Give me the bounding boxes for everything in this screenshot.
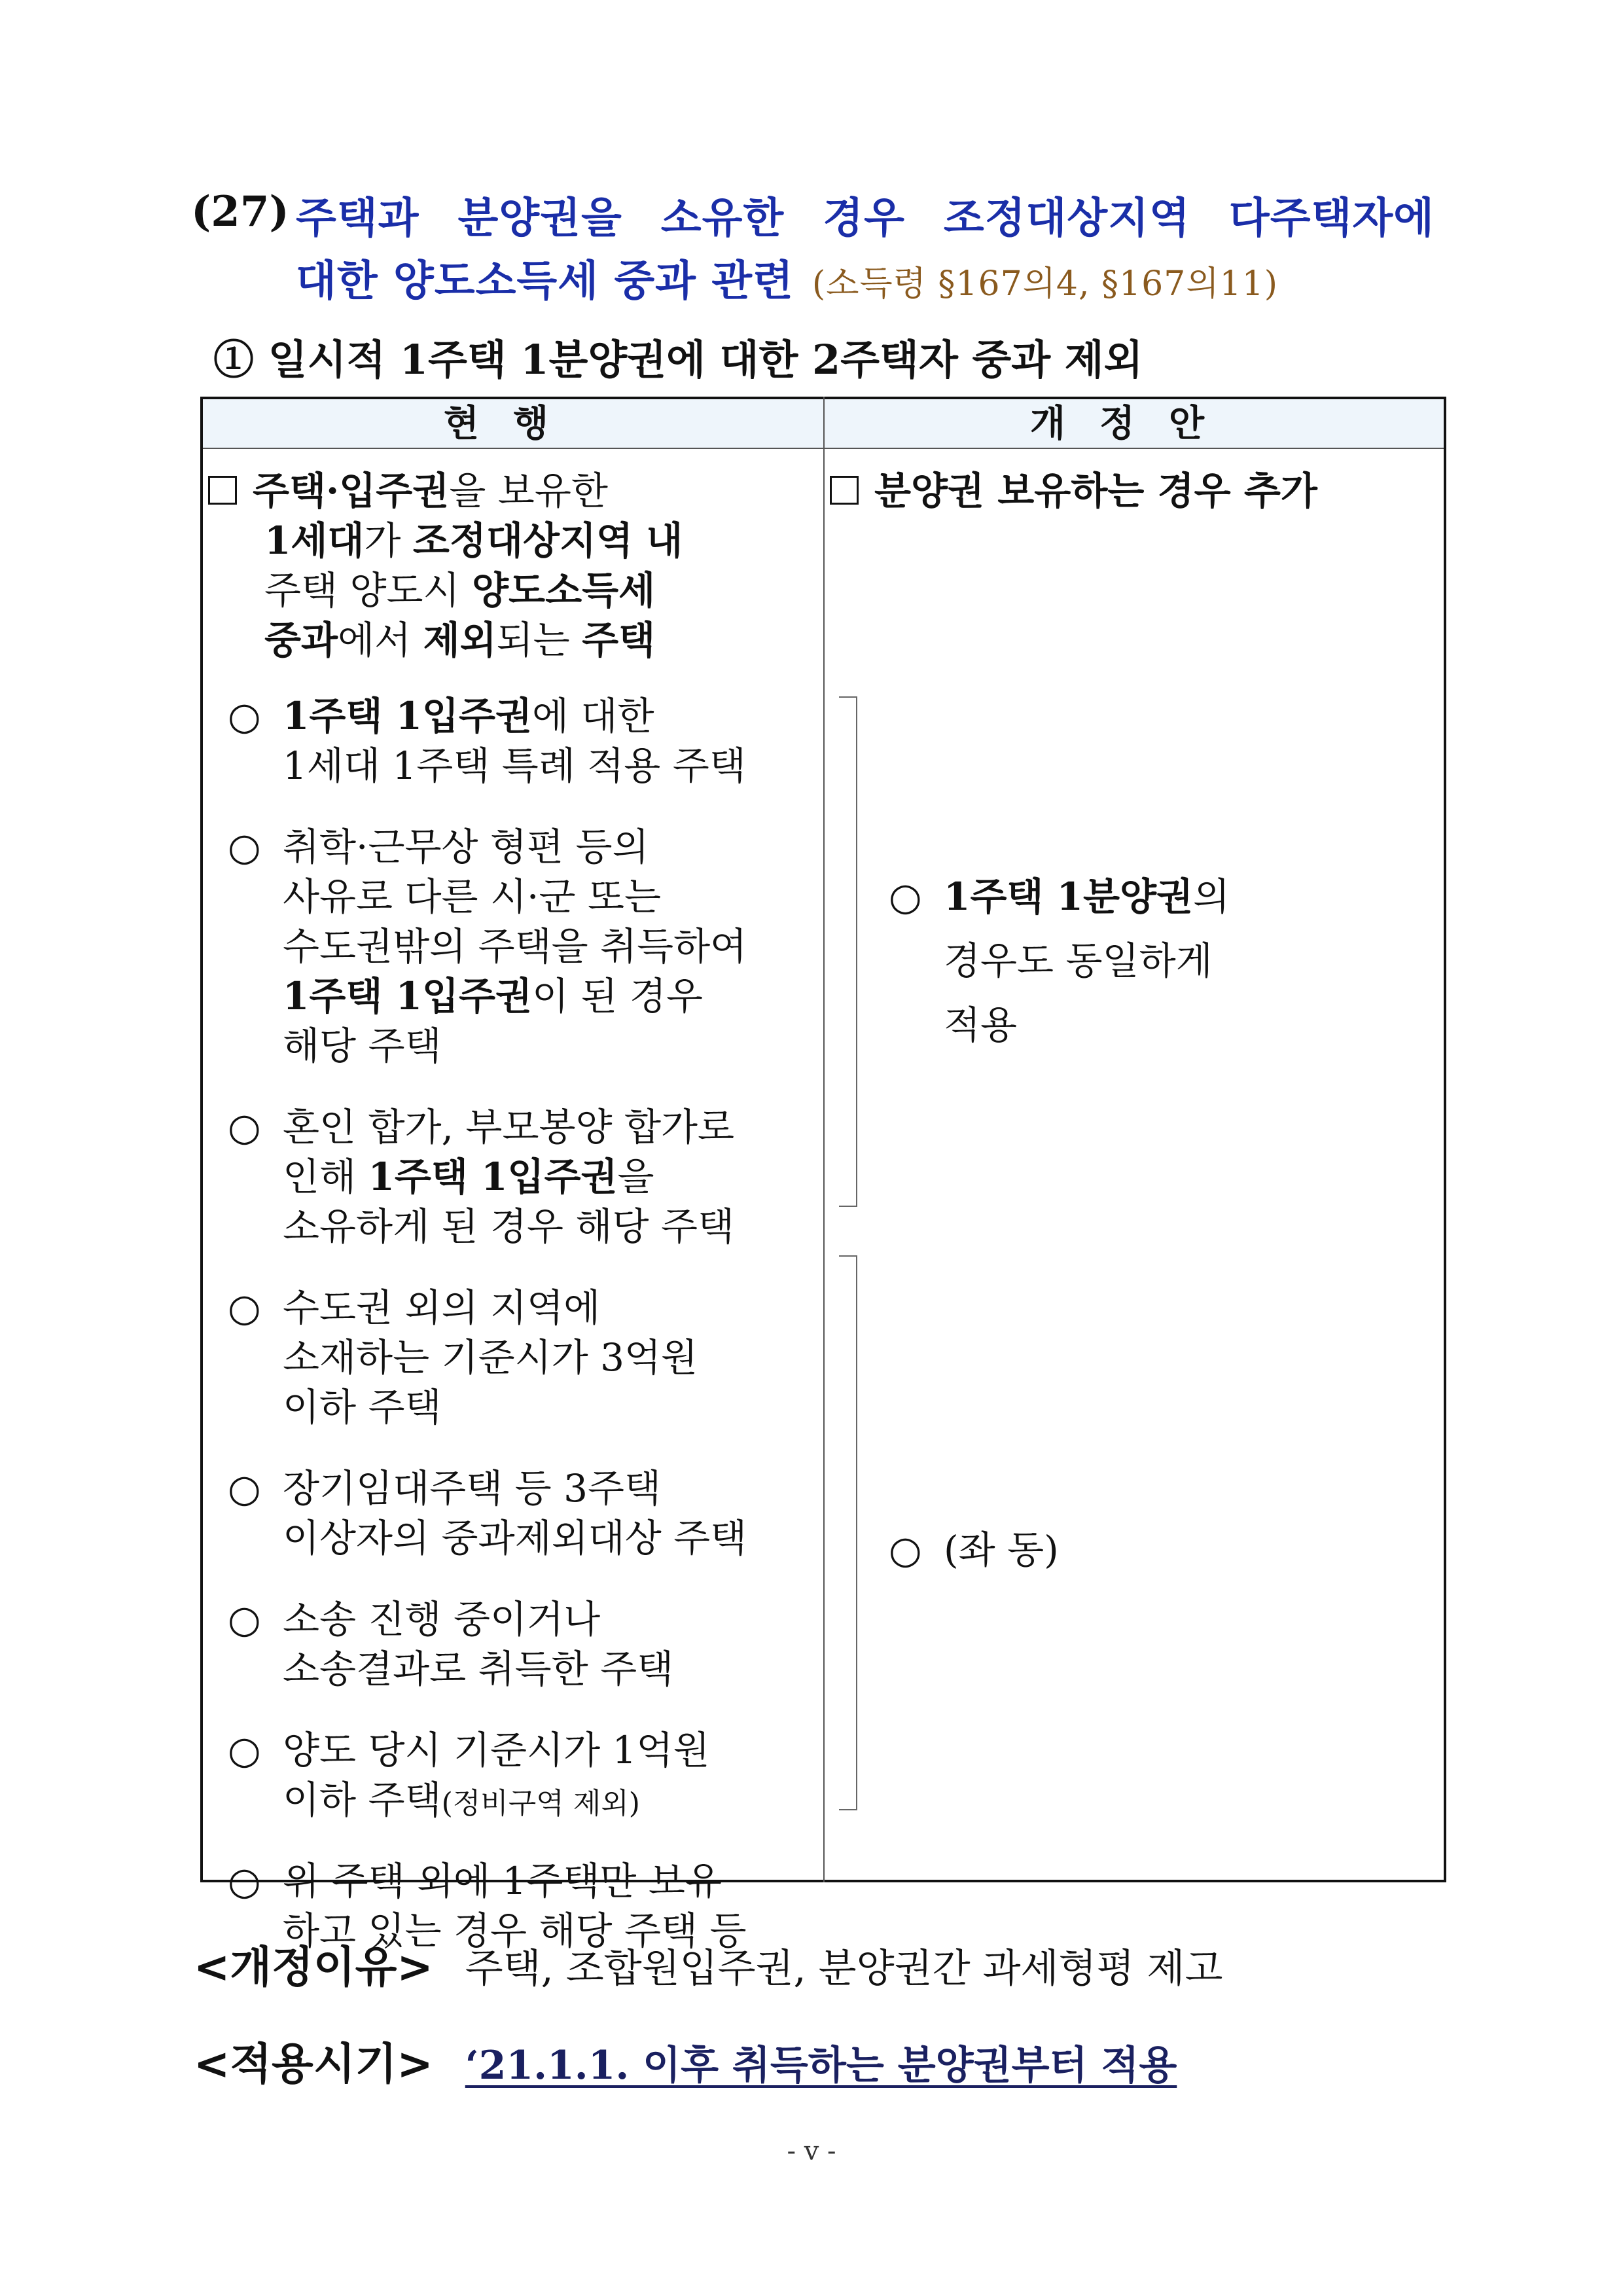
reason-label: <개정이유> [194, 1942, 433, 1992]
current-item-line [228, 1021, 747, 1071]
revised-intro-text: 분양권 보유하는 경우 추가 [874, 469, 1317, 513]
bold-text: 주택 [582, 618, 656, 662]
current-item-line [228, 1102, 734, 1152]
checkbox-icon [208, 476, 237, 505]
header-current: 현행 [443, 402, 583, 445]
current-item-line [228, 1775, 710, 1829]
current-item-line [228, 1594, 673, 1644]
reason-text: 주택, 조합원입주권, 분양권간 과세형평 제고 [465, 1946, 1223, 1992]
section-number: (27) [191, 187, 289, 236]
text-segment: 수도권밖의 주택을 취득하여 [283, 924, 747, 969]
text-segment: 사유로 다른 시·군 또는 [283, 874, 661, 919]
current-item-line [228, 1513, 747, 1563]
current-item-line [228, 1333, 698, 1382]
current-item-line [228, 971, 747, 1021]
text-segment: 에서 [338, 618, 423, 662]
current-item [228, 822, 747, 1071]
bullet-icon: ○ [228, 1285, 261, 1330]
text-segment: 되는 [496, 618, 582, 662]
text-segment: 을 [617, 1155, 654, 1199]
bold-text: 1세대 [264, 518, 365, 563]
text-segment: 소송 진행 중이거나 [283, 1597, 601, 1641]
section-title-line2 [296, 247, 1278, 308]
bullet-icon: ○ [889, 874, 922, 919]
current-intro-line-1 [208, 466, 608, 516]
bracket-left-1 [839, 696, 857, 1207]
text-segment: 혼인 합가, 부모봉양 합가로 [283, 1105, 735, 1149]
bullet-icon: ○ [228, 1466, 261, 1511]
current-item-line [228, 1856, 747, 1906]
current-item-line [228, 1283, 698, 1333]
text-segment: 인해 [283, 1155, 368, 1199]
revised-item-1-line-3: 적용 [944, 1003, 1018, 1047]
bold-text: 중과 [264, 618, 338, 662]
current-item [228, 1594, 673, 1694]
bold-text: 제외 [423, 618, 497, 662]
text-segment: 하고 있는 경우 해당 주택 등 [283, 1909, 747, 1953]
page-number: - v - [787, 2136, 836, 2166]
section-reference: (소득령 §167의4, §167의11) [812, 264, 1279, 304]
text-segment: 을 보유한 [449, 469, 608, 513]
text-segment: 취학·근무상 형편 등의 [283, 825, 649, 869]
current-item-line [228, 922, 747, 971]
current-item-line [228, 1152, 734, 1202]
current-item [228, 1463, 747, 1563]
checkbox-icon [830, 476, 859, 505]
revised-intro [830, 466, 1317, 516]
current-item [228, 691, 746, 791]
text-segment: 양도 당시 기준시가 1억원 [283, 1728, 710, 1772]
text-segment: 소유하게 된 경우 해당 주택 [283, 1204, 735, 1249]
current-item-line [228, 1725, 710, 1775]
text-segment: 이상자의 중과제외대상 주택 [283, 1516, 747, 1560]
text-segment: 장기임대주택 등 3주택 [283, 1466, 662, 1511]
apply-text: ‘21.1.1. 이후 취득하는 분양권부터 적용 [465, 2043, 1177, 2089]
revised-item-1-bold: 1주택 1분양권 [944, 874, 1194, 919]
revised-item-1-line-2: 경우도 동일하게 [944, 939, 1213, 983]
bold-text: 주택·입주권 [253, 469, 450, 513]
bullet-icon: ○ [228, 825, 261, 869]
bold-text: 1주택 1입주권 [283, 974, 533, 1018]
current-intro-text [253, 469, 608, 513]
apply-note [194, 2029, 1177, 2091]
bold-text: 조정대상지역 내 [412, 518, 683, 563]
bold-text: 1주택 1입주권 [283, 694, 533, 738]
current-item-line [228, 872, 747, 922]
current-intro-line-3 [264, 565, 655, 615]
reason-note [194, 1932, 1222, 1994]
bullet-icon: ○ [889, 1528, 922, 1572]
revised-item-2-text: (좌 동) [944, 1528, 1059, 1572]
current-intro-line-4 [264, 615, 655, 665]
text-segment: 이하 주택 [283, 1778, 442, 1822]
section-title-line1: 주택과 분양권을 소유한 경우 조정대상지역 다주택자에 [296, 194, 1435, 243]
subsection-title: ① 일시적 1주택 1분양권에 대한 2주택자 중과 제외 [213, 336, 1143, 384]
bullet-icon: ○ [228, 1859, 261, 1903]
text-segment: 수도권 외의 지역에 [283, 1285, 601, 1330]
current-item [228, 1102, 734, 1251]
current-item-line [228, 1382, 698, 1432]
current-item-line [228, 1463, 747, 1513]
text-segment: 이 된 경우 [532, 974, 704, 1018]
column-divider [823, 397, 825, 1882]
apply-label: <적용시기> [194, 2039, 433, 2089]
text-segment: 에 대한 [532, 694, 654, 738]
current-item-line [228, 822, 747, 872]
revised-item-2 [889, 1525, 1059, 1575]
current-item-line [228, 741, 746, 791]
current-item-line [228, 1202, 734, 1251]
current-intro-line-2 [264, 516, 683, 565]
bracket-left-2 [839, 1255, 857, 1810]
revised-item-1-line-1 [889, 872, 1230, 922]
text-segment: 가 [364, 518, 413, 563]
text-segment: 소송결과로 취득한 주택 [283, 1647, 674, 1691]
text-segment: (정비구역 제외) [441, 1787, 640, 1820]
bullet-icon: ○ [228, 1728, 261, 1772]
current-item [228, 1725, 710, 1829]
current-item [228, 1283, 698, 1432]
text-segment: 해당 주택 [283, 1024, 442, 1068]
current-item-line [228, 691, 746, 741]
bold-text: 양도소득세 [472, 568, 656, 613]
revised-item-1-rest: 의 [1193, 874, 1230, 919]
text-segment: 이하 주택 [283, 1385, 442, 1429]
header-revised: 개정안 [1029, 402, 1239, 445]
text-segment: 1세대 1주택 특례 적용 주택 [283, 744, 746, 788]
text-segment: 주택 양도시 [264, 568, 473, 613]
current-item-line [228, 1644, 673, 1694]
bullet-icon: ○ [228, 1105, 261, 1149]
text-segment: 위 주택 외에 1주택만 보유 [283, 1859, 722, 1903]
bullet-icon: ○ [228, 1597, 261, 1641]
text-segment: 소재하는 기준시가 3억원 [283, 1335, 698, 1380]
bullet-icon: ○ [228, 694, 261, 738]
section-title-line2-text: 대한 양도소득세 중과 관련 [296, 257, 794, 306]
bold-text: 1주택 1입주권 [368, 1155, 618, 1199]
